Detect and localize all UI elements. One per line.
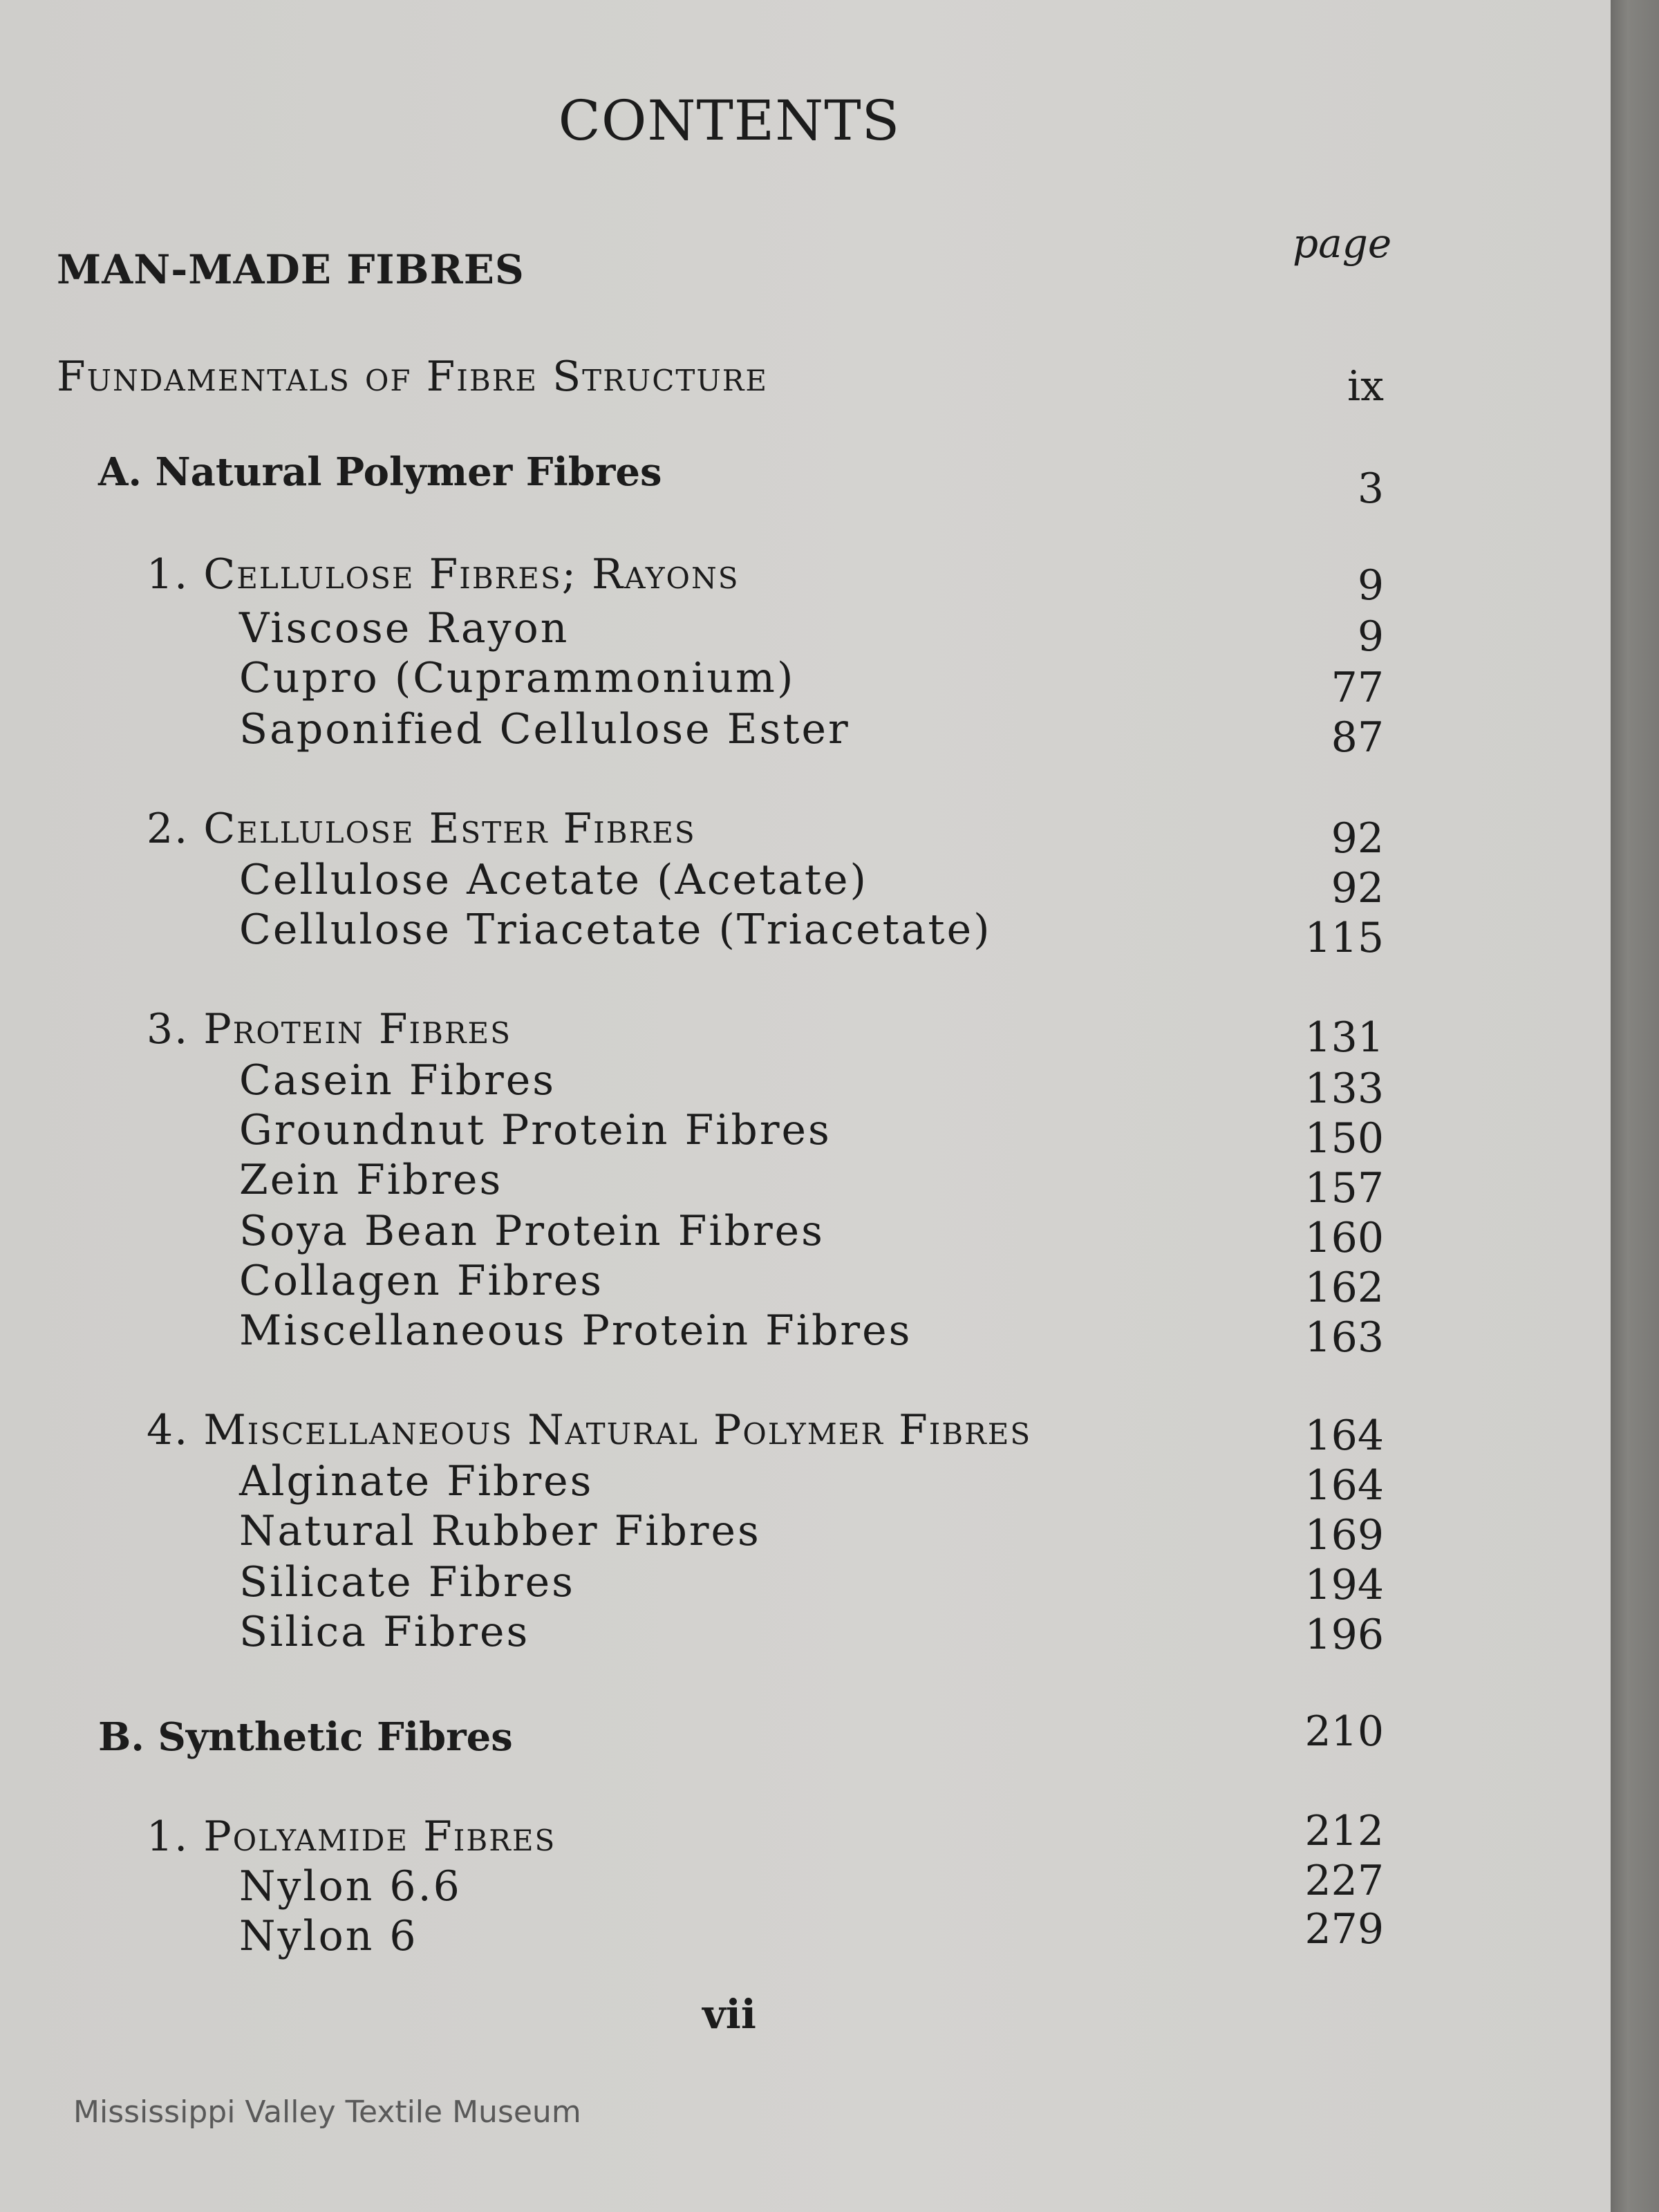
- toc-page-number: 9: [1357, 561, 1384, 610]
- toc-section-b: B. Synthetic Fibres: [98, 1714, 513, 1760]
- toc-entry: Nylon 6.6: [239, 1862, 462, 1911]
- toc-page-number: 157: [1304, 1164, 1384, 1212]
- folio-page-number: vii: [702, 1991, 756, 2038]
- toc-page-number: 131: [1304, 1013, 1384, 1062]
- toc-entry: Silica Fibres: [239, 1608, 530, 1656]
- toc-page-number: ix: [1347, 362, 1384, 411]
- toc-entry: Alginate Fibres: [239, 1457, 594, 1506]
- toc-entry: Groundnut Protein Fibres: [239, 1106, 832, 1154]
- toc-page-number: 164: [1304, 1461, 1384, 1510]
- toc-entry: Casein Fibres: [239, 1056, 556, 1105]
- toc-page-number: 196: [1304, 1611, 1384, 1659]
- museum-watermark: Mississippi Valley Textile Museum: [73, 2094, 581, 2130]
- toc-page-number: 77: [1331, 664, 1384, 712]
- toc-category-cellulose: 1. Cellulose Fibres; Rayons: [147, 550, 740, 599]
- toc-entry: Saponified Cellulose Ester: [239, 705, 850, 753]
- toc-page-number: 92: [1331, 814, 1384, 863]
- toc-entry-fundamentals: Fundamentals of Fibre Structure: [57, 353, 769, 401]
- toc-entry: Collagen Fibres: [239, 1257, 604, 1305]
- toc-section-a: A. Natural Polymer Fibres: [98, 449, 662, 495]
- part-title: MAN-MADE FIBRES: [57, 246, 525, 293]
- toc-page-number: 115: [1304, 914, 1384, 962]
- toc-page-number: 227: [1304, 1857, 1384, 1905]
- toc-entry: Zein Fibres: [239, 1156, 503, 1204]
- toc-category-misc-natural: 4. Miscellaneous Natural Polymer Fibres: [147, 1406, 1032, 1454]
- toc-page-number: 210: [1304, 1707, 1384, 1756]
- toc-page-number: 160: [1304, 1214, 1384, 1262]
- toc-entry: Miscellaneous Protein Fibres: [239, 1306, 912, 1355]
- toc-page-number: 212: [1304, 1807, 1384, 1855]
- page-column-header: page: [1293, 220, 1392, 267]
- toc-category-protein: 3. Protein Fibres: [147, 1005, 512, 1053]
- toc-page-number: 150: [1304, 1114, 1384, 1163]
- toc-category-cellulose-ester: 2. Cellulose Ester Fibres: [147, 805, 696, 853]
- toc-entry: Cupro (Cuprammonium): [239, 654, 796, 702]
- toc-entry: Cellulose Acetate (Acetate): [239, 856, 868, 904]
- toc-entry: Viscose Rayon: [239, 604, 570, 653]
- toc-page-number: 133: [1304, 1065, 1384, 1113]
- toc-page-number: 279: [1304, 1905, 1384, 1953]
- toc-page-number: 92: [1331, 864, 1384, 912]
- toc-page-number: 164: [1304, 1412, 1384, 1460]
- toc-entry: Soya Bean Protein Fibres: [239, 1207, 825, 1255]
- toc-page-number: 163: [1304, 1313, 1384, 1362]
- toc-entry: Silicate Fibres: [239, 1558, 575, 1606]
- toc-page-number: 3: [1357, 465, 1384, 513]
- toc-entry: Nylon 6: [239, 1912, 418, 1960]
- toc-page-number: 194: [1304, 1561, 1384, 1609]
- toc-entry: Cellulose Triacetate (Triacetate): [239, 906, 992, 954]
- toc-page-number: 169: [1304, 1511, 1384, 1559]
- toc-entry: Natural Rubber Fibres: [239, 1507, 761, 1555]
- toc-page-number: 87: [1331, 713, 1384, 762]
- toc-page-number: 162: [1304, 1264, 1384, 1312]
- page-title: CONTENTS: [558, 88, 901, 153]
- toc-page-number: 9: [1357, 612, 1384, 661]
- toc-category-polyamide: 1. Polyamide Fibres: [147, 1812, 556, 1861]
- book-binding: [1611, 0, 1659, 2212]
